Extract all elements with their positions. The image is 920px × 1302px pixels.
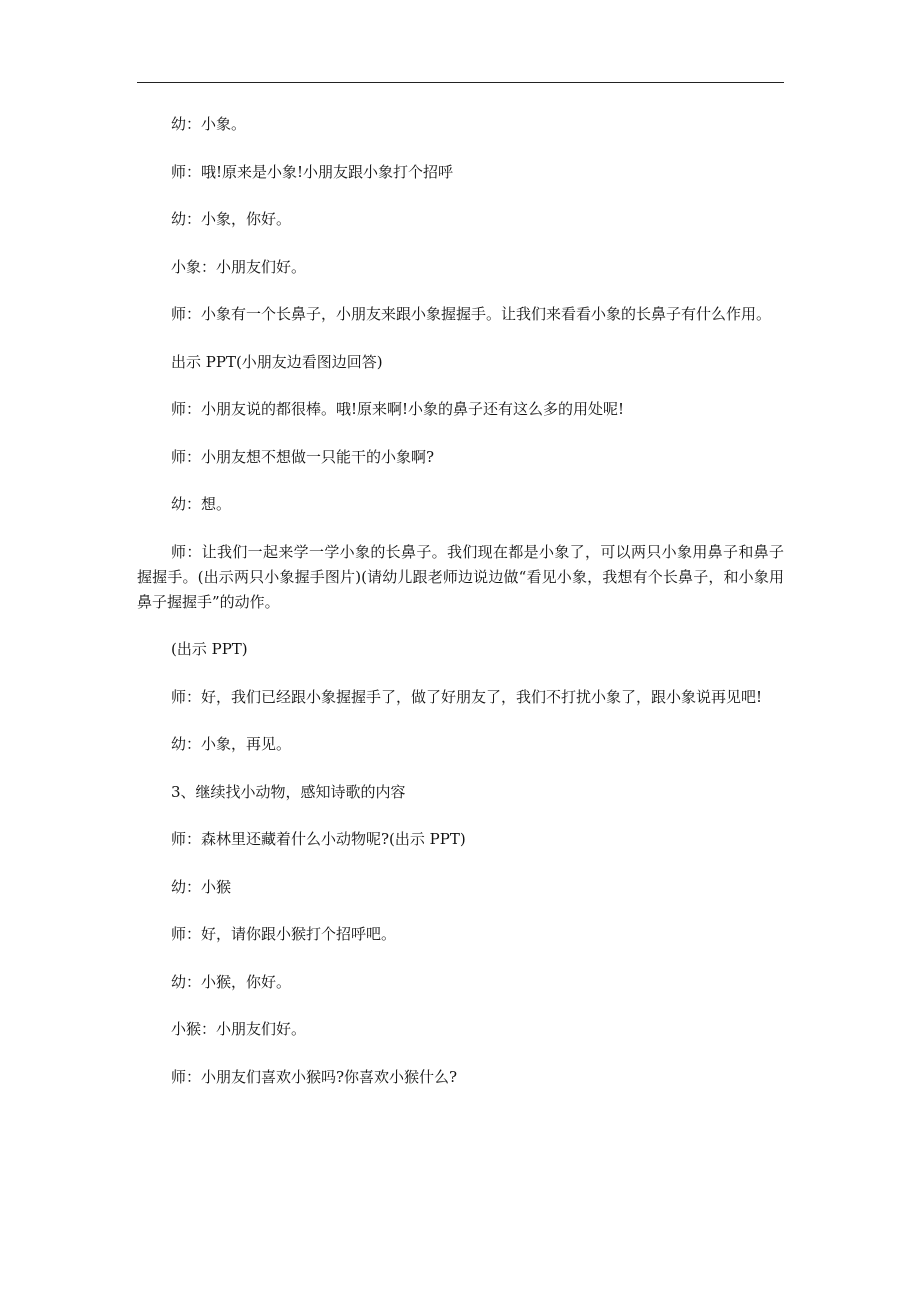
paragraph: 幼：小象，再见。	[171, 735, 292, 753]
header-rule	[137, 82, 784, 83]
paragraph: 幼：小象。	[171, 115, 247, 133]
paragraph: 幼：小猴，你好。	[171, 972, 292, 991]
paragraph: 师：小朋友说的都很棒。哦!原来啊!小象的鼻子还有这么多的用处呢!	[171, 400, 625, 418]
paragraph: 出示 PPT(小朋友边看图边回答)	[171, 352, 383, 371]
paragraph: 小猴：小朋友们好。	[171, 1020, 307, 1038]
paragraph: 幼：想。	[171, 495, 232, 513]
paragraph: 师：好，请你跟小猴打个招呼吧。	[171, 925, 397, 943]
paragraph: 师：小象有一个长鼻子，小朋友来跟小象握握手。让我们来看看小象的长鼻子有什么作用。	[171, 305, 772, 323]
paragraph: 师：小朋友想不想做一只能干的小象啊?	[171, 447, 435, 466]
paragraph: (出示 PPT)	[171, 640, 248, 658]
paragraph: 师：哦!原来是小象!小朋友跟小象打个招呼	[171, 162, 454, 181]
paragraph: 师：好，我们已经跟小象握握手了，做了好朋友了，我们不打扰小象了，跟小象说再见吧!	[171, 687, 763, 706]
paragraph: 小象：小朋友们好。	[171, 257, 307, 276]
paragraph: 师：小朋友们喜欢小猴吗?你喜欢小猴什么?	[171, 1067, 458, 1086]
paragraph: 幼：小象，你好。	[171, 210, 292, 228]
paragraph: 3、继续找小动物，感知诗歌的内容	[171, 782, 406, 801]
paragraph: 师：让我们一起来学一学小象的长鼻子。我们现在都是小象了，可以两只小象用鼻子和鼻子握握手。(出示两只小象握手图片)(请幼儿跟老师边说边做“看见小象，我想有个长鼻子，和小象用鼻子握握手”的动作。	[137, 542, 784, 611]
document-body	[137, 112, 784, 1112]
paragraph: 幼：小猴	[171, 877, 232, 896]
paragraph: 师：森林里还藏着什么小动物呢?(出示 PPT)	[171, 830, 466, 848]
